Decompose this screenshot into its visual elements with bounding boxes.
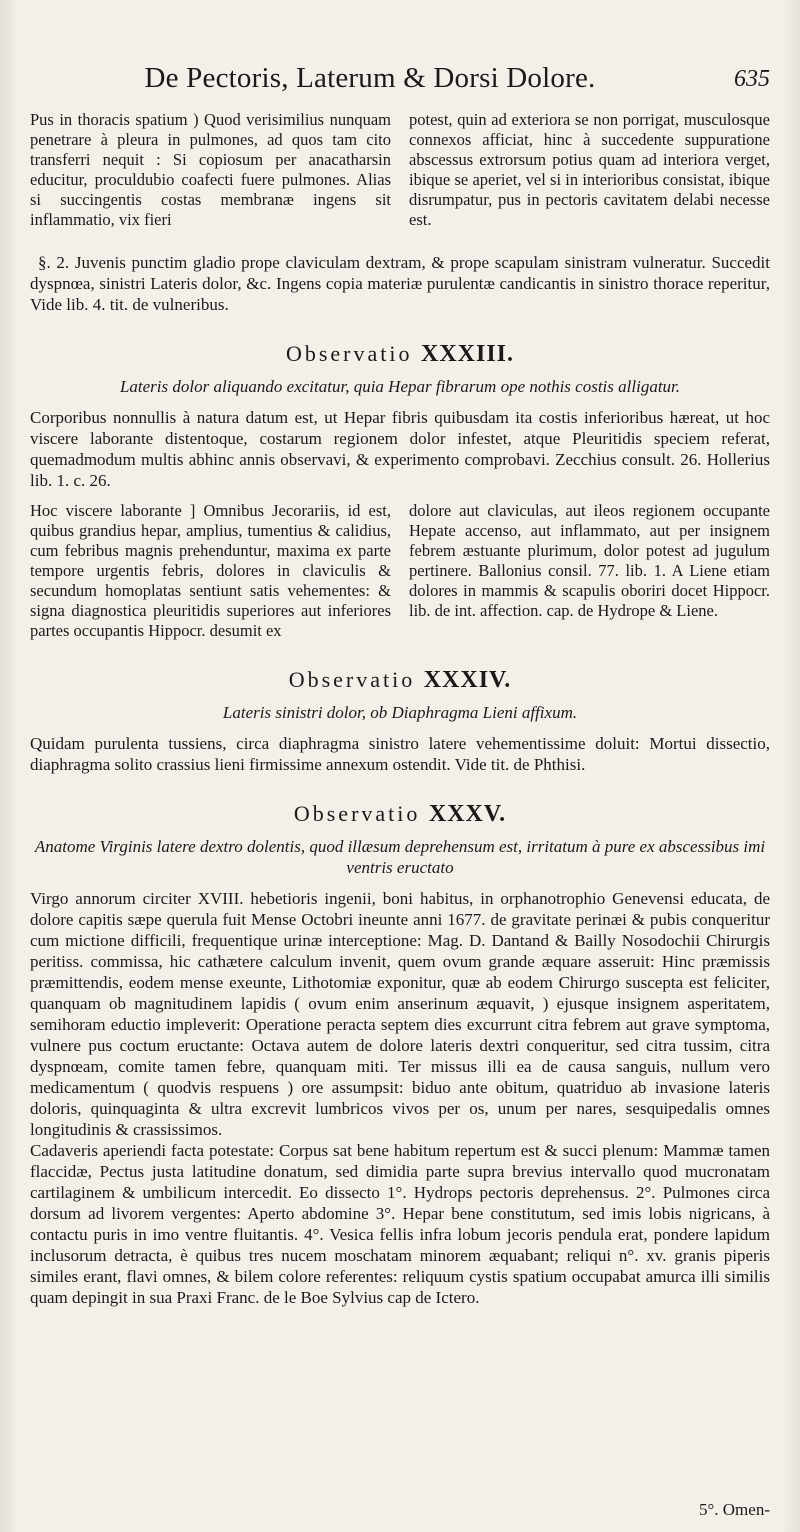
page-number: 635 [734,66,770,92]
observatio-33-text: Corporibus nonnullis à natura datum est, ut Hepar fibris quibusdam ita costis inferioribus hæreat, ut hoc viscere laborante distentoque, costarum regionem dolor infestet, atque Pleuritidis speciem referat, quemadmodum multis abhinc annis observavi, & experimento comprobavi. Zecchius consult. 26. Hollerius lib. 1. c. 26. [30,408,770,490]
scholion-two-column [30,501,770,641]
top-two-column [30,110,770,230]
observatio-34-text: Quidam purulenta tussiens, circa diaphragma sinistro latere vehementissime doluit: Mortui dissectio, diaphragma solito crassius lieni firmissime annexum ostendit. Vide tit. de Phthisi. [30,734,770,774]
catchword: 5°. Omen- [698,1500,770,1519]
scholion-left-column: Hoc viscere laborante ] Omnibus Jecorariis, id est, quibus grandius hepar, amplius, tumentius & calidius, cum febribus magnis prehenduntur, maxima ex parte tempore urgentis febris, dolores in claviculis & secundum homoplatas sentiunt satis vehementes: & signa diagnostica pleuritidis superiores aut inferiores partes occupantis Hippocr. desumit ex [30,501,391,640]
top-right-column: potest, quin ad exteriora se non porrigat, musculosque connexos afficiat, hinc à succedente suppuratione abscessus extrorsum potius quam ad interiora verget, ibique se aperiet, vel si in interioribus consistat, ibique disrumpatur, pus in pectoris cavitatem delabi necesse est. [409,110,770,229]
observatio-33-subtitle: Lateris dolor aliquando excitatur, quia Hepar fibrarum ope nothis costis alligatur. [119,377,681,396]
running-title: De Pectoris, Laterum & Dorsi Dolore. [144,62,596,94]
observatio-35-heading [30,801,770,828]
top-left-column: Pus in thoracis spatium ) Quod verisimilius nunquam penetrare à pleura in pulmones, ad quos tam cito transferri nequit : Si copiosum per anacatharsin educitur, proculdubio coafecti fuere pulmones. Alias si succingentis costas membranæ ingens sit inflammatio, vix fieri [30,110,391,229]
observatio-label: Observatio [293,801,421,826]
observatio-34-subtitle: Lateris sinistri dolor, ob Diaphragma Lieni affixum. [222,703,578,722]
observatio-number: XXXIII. [421,341,515,367]
observatio-label: Observatio [288,667,416,692]
section-2-paragraph: §. 2. Juvenis punctim gladio prope claviculam dextram, & prope scapulam sinistram vulneratur. Succedit dyspnœa, sinistri Lateris dolor, &c. Ingens copia materiæ purulentæ candicantis in sinistro thorace reperitur, Vide lib. 4. tit. de vulneribus. [30,253,770,314]
scholion-right-column: dolore aut claviculas, aut ileos regionem occupante Hepate accenso, aut inflammato, aut per insignem febrem æstuante plurimum, dolor potest ad jugulum pertinere. Ballonius consil. 77. lib. 1. A Liene etiam dolores in mammis & scapulis oboriri docet Hippocr. lib. de int. affection. cap. de Hydrope & Liene. [409,501,770,620]
observatio-35-text-1: Virgo annorum circiter XVIII. hebetioris ingenii, boni habitus, in orphanotrophio Genevensi educata, de dolore capitis sæpe querula fuit Mense Octobri ineunte anni 1677. de gravitate perinæi & pubis conqueritur cum mictione difficili, frequentique urinæ interceptione: Mag. D. Dantand & Bailly Nosodochii Chirurgis peritiss. commissa, hic cathætere calculum invenit, quem ovum grande æquare asseruit: Hinc præmissis præmittendis, eodem mense exeunte, Lithotomiæ exponitur, quæ ab eodem Chirurgo suscepta est feliciter, quanquam ob magnitudinem lapidis ( ovum enim anserinum æquavit, ) ejusque insignem asperitatem, semihoram eductio impleverit: Operatione peracta septem dies excurrunt citra febrem aut grave symptoma, vulnere pus coctum eructante: Octava autem de dolore lateris dextri conqueritur, sed citra tussim, citra dyspnœam, comite tamen febre, quanquam miti. Ter missus illi ea de causa sanguis, nullum vero medicamentum ( quodvis respuens ) ore assumpsit: biduo ante obitum, quatriduo ab invasione lateris doloris, quinquaginta & ultra excrevit lumbricos vivos per os, unum per nares, sesquipedalis omnes longitudinis & crassissimos. [30,889,770,1139]
observatio-35-text-2: Cadaveris aperiendi facta potestate: Corpus sat bene habitum repertum est & succi plenum: Mammæ tamen flaccidæ, Pectus justa latitudine donatum, sed dimidia parte supra brevius intervallo quod mucronatam cartilaginem & umbilicum intercedit. Eo dissecto 1°. Hydrops pectoris deprehensus. 2°. Pulmones circa dorsum ad livorem vergentes: Aperto abdomine 3°. Hepar bene constitutum, sed imis lobis nigricans, à contactu puris in imo ventre fluitantis. 4°. Vesica fellis infra lobum jecoris pendula erat, pondere lapidum inclusorum detracta, è quibus tres nucem moschatam minorem æquabant; reliqui n°. xv. granis piperis similes erant, flavi omnes, & bilem colore referentes: reliquum cystis spatium occupabat amurca illi similis quam depingit in sua Praxi Franc. de le Boe Sylvius cap de Ictero. [30,1141,770,1307]
observatio-33-heading [30,341,770,368]
observatio-label: Observatio [285,341,413,366]
observatio-34-heading [30,667,770,694]
observatio-35-subtitle: Anatome Virginis latere dextro dolentis, quod illæsum deprehensum est, irritatum à pure ex abscessibus imi ventris eructato [34,837,766,877]
page-header [30,62,770,106]
observatio-number: XXXIV. [423,667,512,693]
observatio-number: XXXV. [428,801,507,827]
